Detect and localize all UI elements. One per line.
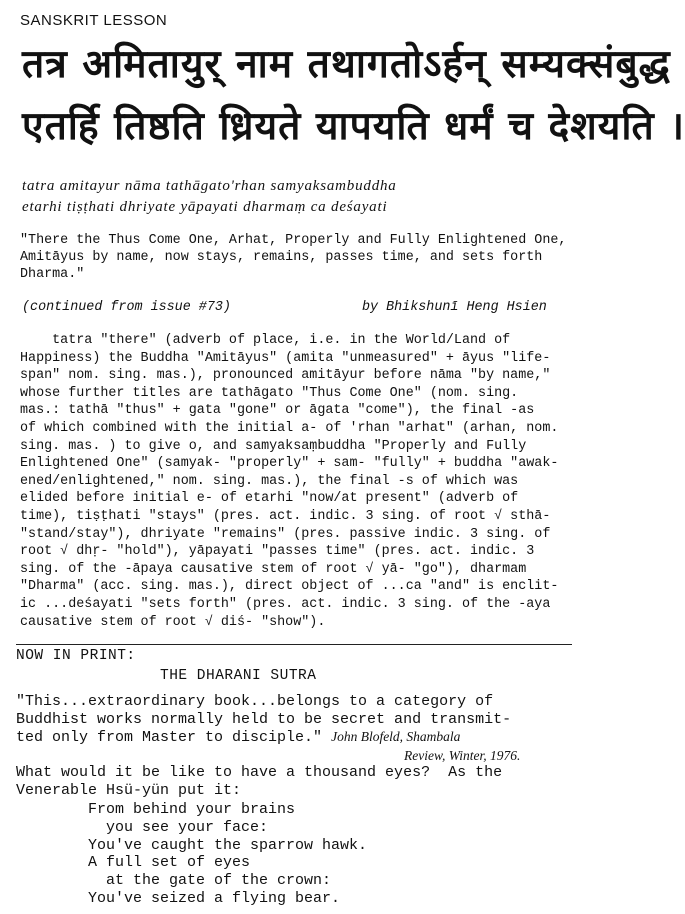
english-translation: "There the Thus Come One, Arhat, Properly and Fully Enlightened One, Amitāyus by name, now stays, remains, passes time, and sets forth Dharma." <box>20 233 567 282</box>
verse-line: From behind your brains <box>88 801 296 818</box>
transliteration-line-1: tatra amitayur nāma tathāgato'rhan samyaksambuddha <box>22 178 397 194</box>
commentary-line: ic ...deśayati "sets forth" (pres. act. indic. 3 sing. of the -aya <box>20 596 551 612</box>
quote-line-end: ted only from Master to disciple." <box>16 729 323 746</box>
verse-line: at the gate of the crown: <box>88 872 332 890</box>
continued-note: (continued from issue #73) <box>22 300 231 315</box>
verse-line: You've seized a flying bear. <box>88 889 341 907</box>
commentary-line: sing. mas. ) to give o, and samyaksaṃbuddha "Properly and Fully <box>20 438 527 454</box>
commentary-line: whose further titles are tathāgato "Thus Come One" (nom. sing. <box>20 385 519 401</box>
commentary-line: time), tiṣṭhati "stays" (pres. act. indic. 3 sing. of root √ sthā- <box>20 508 551 524</box>
author-byline: by Bhikshunī Heng Hsien <box>362 300 547 315</box>
commentary-line: causative stem of root √ diś- "show"). <box>20 614 326 630</box>
commentary-line: Happiness) the Buddha "Amitāyus" (amita "unmeasured" + āyus "life- <box>20 350 551 366</box>
quote-attribution-publication: Review, Winter, 1976. <box>404 747 521 763</box>
review-quote <box>16 693 586 765</box>
question-line: What would it be like to have a thousand eyes? As the <box>16 764 503 781</box>
quote-line: "This...extraordinary book...belongs to a category of <box>16 693 494 710</box>
commentary-line: root √ dhṛ- "hold"), yāpayati "passes time" (pres. act. indic. 3 <box>20 544 535 560</box>
now-in-print-label: NOW IN PRINT: <box>16 648 136 664</box>
transliteration-line-2: etarhi tiṣṭhati dhriyate yāpayati dharmaṃ ca deśayati <box>22 199 388 215</box>
devanagari-line-1: तत्र अमितायुर् नाम तथागतोऽर्हन् सम्यक्संबुद्ध <box>22 42 671 87</box>
verse-line: You've caught the sparrow hawk. <box>88 836 368 854</box>
commentary-line: Enlightened One" (samyak- "properly" + sam- "fully" + buddha "awak- <box>20 456 559 472</box>
commentary-line: ened/enlightened," nom. sing. mas.), the final -s of which was <box>20 473 519 489</box>
quote-line <box>16 747 586 766</box>
commentary-line: sing. of the -āpaya causative stem of root √ yā- "go"), dharmam <box>20 561 527 577</box>
devanagari-line-2: एतर्हि तिष्ठति ध्रियते यापयति धर्मं च देशयति । <box>22 104 685 149</box>
book-title: THE DHARANI SUTRA <box>160 668 317 684</box>
quote-line <box>16 728 586 747</box>
commentary-line: of which combined with the initial a- of 'rhan "arhat" (arhan, nom. <box>20 420 559 436</box>
commentary-line: tatra "there" (adverb of place, i.e. in the World/Land of <box>20 333 511 348</box>
verse-line: you see your face: <box>88 818 269 836</box>
verse-excerpt <box>88 801 568 908</box>
commentary-line: span" nom. sing. mas.), pronounced amitāyur before nāma "by name," <box>20 368 551 384</box>
grammatical-commentary <box>20 332 580 631</box>
promo-question <box>16 764 586 799</box>
quote-attribution-name: John Blofeld, Shambala <box>331 729 461 744</box>
verse-line: A full set of eyes <box>88 854 251 872</box>
commentary-line: elided before initial e- of etarhi "now/at present" (adverb of <box>20 491 519 507</box>
quote-line: Buddhist works normally held to be secret and transmit- <box>16 710 512 728</box>
commentary-line: "Dharma" (acc. sing. mas.), direct object of ...ca "and" is enclit- <box>20 579 559 595</box>
section-divider <box>16 644 572 645</box>
commentary-line: mas.: tathā "thus" + gata "gone" or āgata "come"), the final -as <box>20 403 535 419</box>
commentary-line: "stand/stay"), dhriyate "remains" (pres. passive indic. 3 sing. of <box>20 526 551 542</box>
section-title: SANSKRIT LESSON <box>20 12 168 29</box>
question-line: Venerable Hsü-yün put it: <box>16 781 242 799</box>
